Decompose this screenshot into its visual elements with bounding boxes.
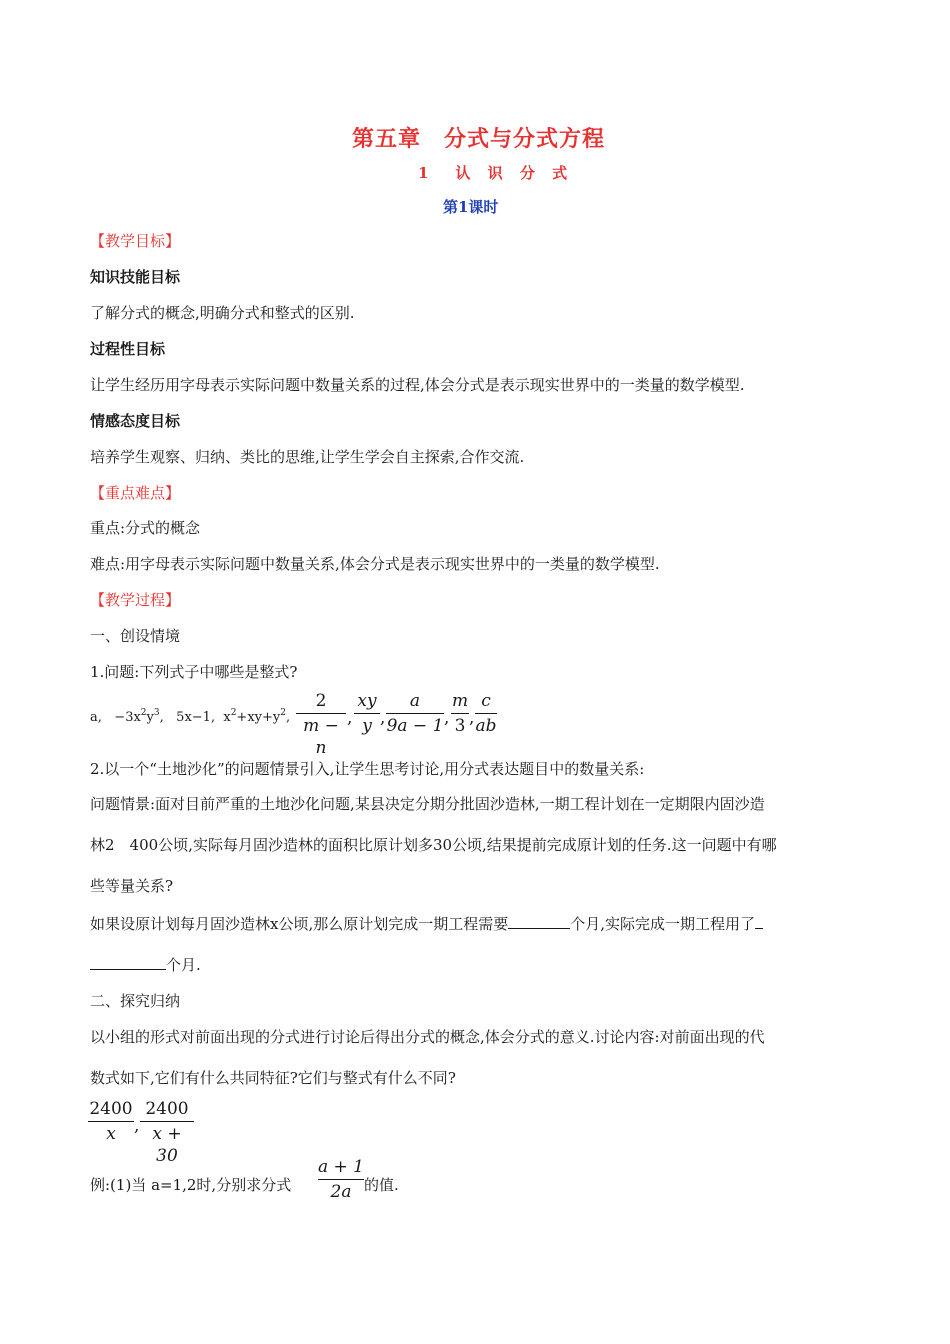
process-title: 过程性目标	[90, 340, 166, 358]
key-point-text: 重点:分式的概念	[90, 519, 201, 537]
scenario-line-3: 些等量关系?	[90, 877, 174, 895]
fraction-2400-over-x: 2400 x	[89, 1099, 133, 1144]
comma: ,	[444, 708, 450, 728]
comma: ,	[347, 708, 353, 728]
fraction-a-plus-1-over-2a: a + 1 2a	[318, 1157, 365, 1202]
expression-list	[90, 708, 290, 725]
expr-3: $x^2+xy+y^2$,	[223, 708, 291, 725]
scenario-line-1: 问题情景:面对目前严重的土地沙化问题,某县决定分期分批固沙造林,一期工程计划在一定期限内固沙造	[90, 795, 765, 813]
keypoints-label: 【重点难点】	[90, 484, 181, 502]
knowledge-text: 了解分式的概念,明确分式和整式的区别.	[90, 304, 355, 322]
comma: ,	[380, 708, 386, 728]
fraction-2-over-m-minus-n: 2 m − n	[296, 690, 346, 759]
chapter-title: 第五章 分式与分式方程	[352, 126, 606, 152]
answer-blank-2a[interactable]	[755, 914, 763, 929]
question-1: 1.问题:下列式子中哪些是整式?	[90, 663, 298, 681]
example-text-end: 的值.	[364, 1176, 399, 1194]
process-label: 【教学过程】	[90, 591, 181, 609]
answer-blank-2b[interactable]	[90, 955, 166, 970]
fraction-c-over-ab: c ab	[475, 691, 497, 736]
difficulty-text: 难点:用字母表示实际问题中数量关系,体会分式是表示现实世界中的一类量的数学模型.	[90, 555, 660, 573]
fraction-m-over-3: m 3	[451, 691, 469, 736]
fraction-a-over-9a-minus-1: a 9a − 1	[386, 691, 444, 736]
emotion-title: 情感态度目标	[90, 412, 181, 430]
explore-line-2: 数式如下,它们有什么共同特征?它们与整式有什么不同?	[90, 1069, 456, 1087]
fraction-2400-over-x-plus-30: 2400 x + 30	[140, 1098, 194, 1167]
knowledge-title: 知识技能目标	[90, 268, 181, 286]
answer-blank-1[interactable]	[508, 914, 570, 929]
ask-line-2: 个月.	[90, 954, 201, 975]
part1-title: 一、创设情境	[90, 627, 181, 645]
emotion-text: 培养学生观察、归纳、类比的思维,让学生学会自主探索,合作交流.	[90, 448, 525, 466]
question-2: 2.以一个“土地沙化”的问题情景引入,让学生思考讨论,用分式表达题目中的数量关系:	[90, 760, 645, 778]
expr-a: a,	[90, 710, 102, 725]
ask-line-1: 如果设原计划每月固沙造林x公顷,那么原计划完成一期工程需要 个月,实际完成一期工程用了	[90, 913, 763, 934]
fraction-xy-over-y: xy y	[354, 690, 380, 737]
expr-1: $-3x^2y^3$,	[114, 708, 164, 725]
process-text: 让学生经历用字母表示实际问题中数量关系的过程,体会分式是表示现实世界中的一类量的数学模型.	[90, 376, 745, 394]
scenario-line-2: 林2 400公顷,实际每月固沙造林的面积比原计划多30公顷,结果提前完成原计划的任务.这一问题中有哪	[90, 836, 777, 854]
objectives-label: 【教学目标】	[90, 232, 181, 250]
comma: ,	[469, 708, 475, 728]
example-text: 例:(1)当 a=1,2时,分别求分式	[90, 1176, 292, 1194]
lesson-title: 第1课时	[443, 198, 499, 216]
part2-title: 二、探究归纳	[90, 992, 181, 1010]
comma: ,	[134, 1116, 140, 1136]
expr-2: 5x−1,	[176, 710, 216, 725]
explore-line-1: 以小组的形式对前面出现的分式进行讨论后得出分式的概念,体会分式的意义.讨论内容:对前面出现的代	[90, 1028, 765, 1046]
section-title: 1 认 识 分 式	[418, 164, 574, 182]
